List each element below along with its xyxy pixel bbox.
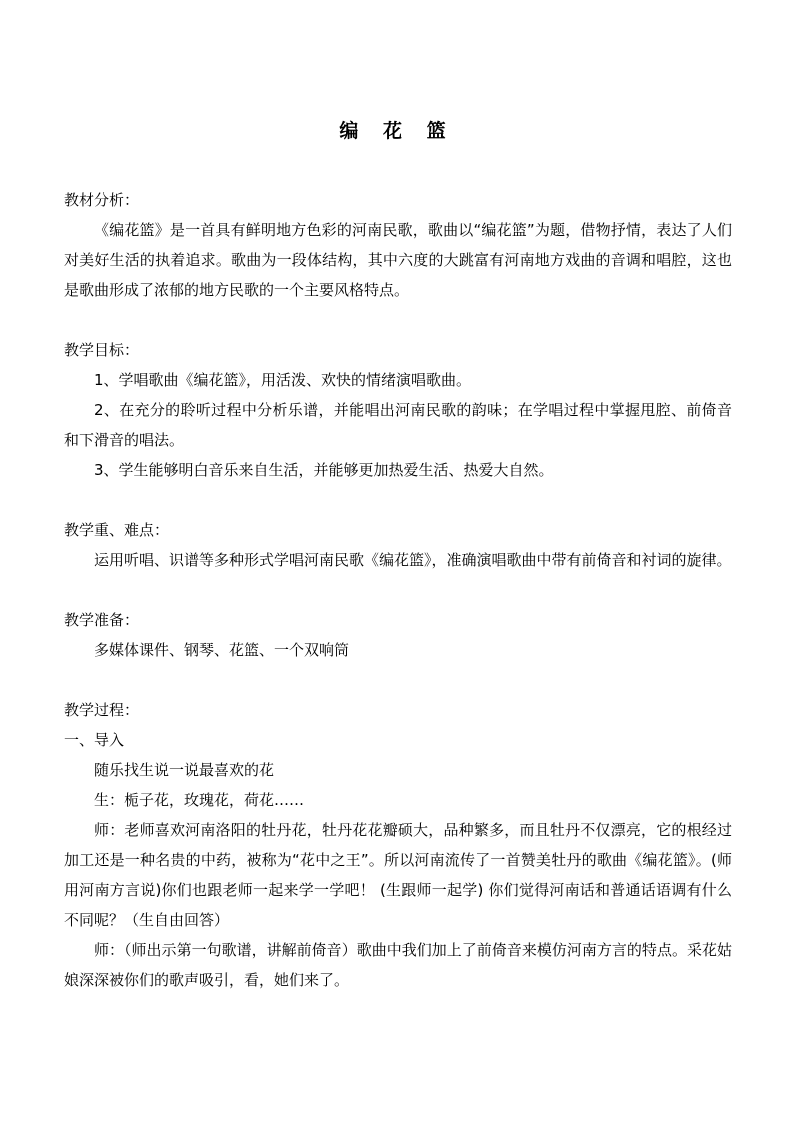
process-paragraph-1: 随乐找生说一说最喜欢的花 — [94, 761, 275, 779]
process-section-1: 一、导入 — [64, 731, 125, 749]
document-body — [64, 185, 732, 995]
goal-item-2: 2、在充分的聆听过程中分析乐谱，并能唱出河南民歌的韵味；在学唱过程中掌握甩腔、前倚音和下滑音的唱法。 — [64, 401, 732, 449]
section-gap — [64, 665, 732, 695]
process-paragraph-3: 师：老师喜欢河南洛阳的牡丹花，牡丹花花瓣硕大，品种繁多，而且牡丹不仅漂亮，它的根经过加工还是一种名贵的中药，被称为“花中之王”。所以河南流传了一首赞美牡丹的歌曲《编花篮》。(师用河南方言说)你们也跟老师一起来学一学吧！ (生跟师一起学) 你们觉得河南话和普通话语调有什么不同呢？（生自由回答） — [64, 821, 732, 929]
focus-paragraph: 运用听唱、识谱等多种形式学唱河南民歌《编花篮》，准确演唱歌曲中带有前倚音和衬词的旋律。 — [94, 551, 732, 569]
analysis-heading: 教材分析： — [64, 191, 140, 209]
process-paragraph-4: 师：（师出示第一句歌谱，讲解前倚音）歌曲中我们加上了前倚音来模仿河南方言的特点。采花姑娘深深被你们的歌声吸引，看，她们来了。 — [64, 941, 732, 989]
prep-heading: 教学准备： — [64, 611, 140, 629]
analysis-paragraph: 《编花篮》是一首具有鲜明地方色彩的河南民歌，歌曲以“编花篮”为题，借物抒情，表达了人们对美好生活的执着追求。歌曲为一段体结构，其中六度的大跳富有河南地方戏曲的音调和唱腔，这也是歌曲形成了浓郁的地方民歌的一个主要风格特点。 — [64, 221, 732, 299]
process-paragraph-2: 生：栀子花，玫瑰花，荷花…… — [94, 791, 305, 809]
goal-item-1: 1、学唱歌曲《编花篮》，用活泼、欢快的情绪演唱歌曲。 — [94, 371, 472, 389]
document-title: 编 花 篮 — [339, 120, 455, 142]
goals-heading: 教学目标： — [64, 341, 140, 359]
section-gap — [64, 305, 732, 335]
goal-item-3: 3、学生能够明白音乐来自生活，并能够更加热爱生活、热爱大自然。 — [94, 461, 554, 479]
focus-heading: 教学重、难点： — [64, 521, 170, 539]
prep-paragraph: 多媒体课件、钢琴、花篮、一个双响筒 — [94, 641, 350, 659]
section-gap — [64, 575, 732, 605]
section-gap — [64, 485, 732, 515]
process-heading: 教学过程： — [64, 701, 140, 719]
